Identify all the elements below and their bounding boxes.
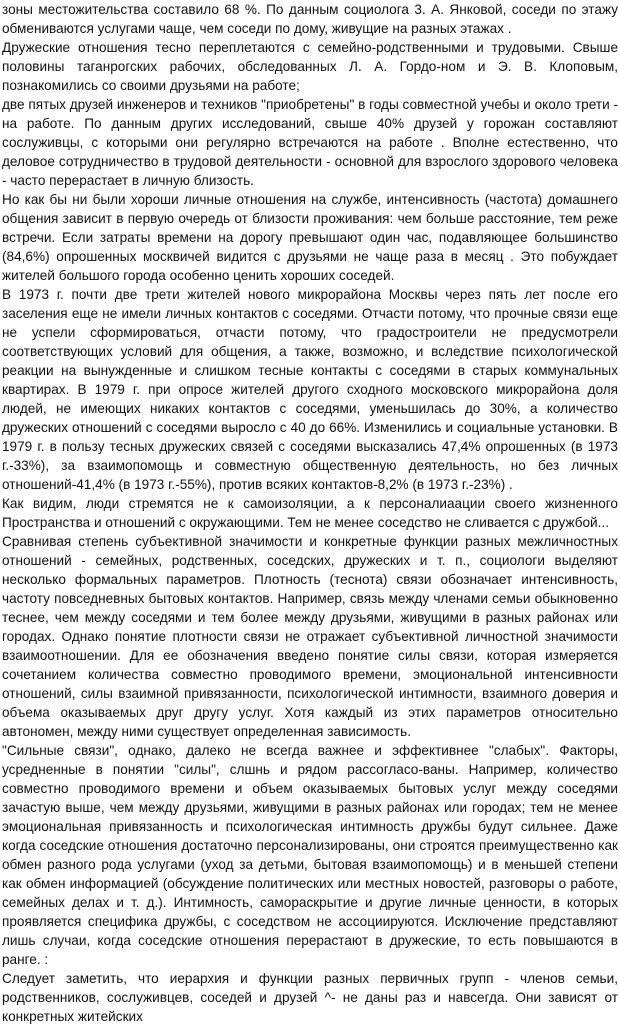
paragraph-3: две пятых друзей инженеров и техников "приобретены" в годы совместной учебы и около трети - на работе. По данным других исследований, свыше 40% друзей у горожан составляют сослуживцы, с которыми они регулярно встречаются на работе . Вполне естественно, что деловое сотрудничество в трудовой деятельности - основной для взрослого здорового человека - часто перерастает в личную близость.	[2, 97, 618, 188]
paragraph-2: Дружеские отношения тесно переплетаются с семейно-родственными и трудовыми. Свыше половины таганрогских рабочих, обследованных Л. А. Гордо-ном и Э. В. Клоповым, познакомились со своими друзьями на работе;	[2, 40, 618, 93]
paragraph-1: зоны местожительства составило 68 %. По данным социолога 3. А. Янковой, соседи по этажу обмениваются услугами чаще, чем соседи по дому, живущие на разных этажах .	[2, 2, 618, 36]
paragraph-6: Как видим, люди стремятся не к самоизоляции, а к персоналиаации своего жизненного Пространства и отношений с окружающими. Тем не менее соседство не сливается с дружбой...	[2, 496, 618, 530]
paragraph-4: Но как бы ни были хороши личные отношения на службе, интенсивность (частота) домашнего общения зависит в первую очередь от близости проживания: чем больше расстояние, тем реже встречи. Если затраты времени на дорогу превышают один час, подавляющее большинство (84,6%) опрошенных москвичей видится с друзьями не чаще раза в месяц . Это побуждает жителей большого города особенно ценить хороших соседей.	[2, 192, 618, 283]
paragraph-7: Сравнивая степень субъективной значимости и конкретные функции разных межличностных отношений - семейных, родственных, соседских, дружеских и т. п., социологи выделяют несколько формальных параметров. Плотность (теснота) связи обозначает интенсивность, частоту повседневных бытовых контактов. Например, связь между членами семьи обыкновенно теснее, чем между соседями и тем более между друзьями, живущими в разных районах или городах. Однако понятие плотности связи не отражает субъективной личностной значимости взаимоотношении. Для ее обозначения введено понятие силы связи, которая измеряется сочетанием количества совместно проводимого времени, эмоциональной интенсивности отношений, силы взаимной привязанности, психологической интимности, взаимного доверия и объема оказываемых друг другу услуг. Хотя каждый из этих параметров относительно автономен, между ними существует определенная зависимость.	[2, 534, 618, 739]
paragraph-5: В 1973 г. почти две трети жителей нового микрорайона Москвы через пять лет после его заселения еще не имели личных контактов с соседями. Отчасти потому, что прочные связи еще не успели сформироваться, отчасти потому, что градостроители не предусмотрели соответствующих условий для общения, а также, возможно, и вследствие психологической реакции на вынужденные и слишком тесные контакты с соседями в старых коммунальных квартирах. В 1979 г. при опросе жителей другого сходного московского микрорайона доля людей, не имеющих никаких контактов с соседями, уменьшилась до 30%, а количество дружеских отношений с соседями выросло с 40 до 66%. Изменились и социальные установки. В 1979 г. в пользу тесных дружеских связей с соседями высказались 47,4% опрошенных (в 1973 г.-33%), за взаимопомощь и совместную общественную деятельность, но без личных отношений-41,4% (в 1973 г.-55%), против всяких контактов-8,2% (в 1973 г.-23%) .	[2, 287, 618, 492]
document-page	[2, 0, 618, 1024]
paragraph-9: Следует заметить, что иерархия и функции разных первичных групп - членов семьи, родственников, сослуживцев, соседей и друзей ^- не даны раз и навсегда. Они зависят от конкретных житейских	[2, 971, 618, 1024]
paragraph-8: "Сильные связи", однако, далеко не всегда важнее и эффективнее "слабых". Факторы, усредненные в понятии "силы", слшнь и рядом рассогласо-ваны. Например, количество совместно проводимого времени и объем оказываемых бытовых услуг между соседями зачастую выше, чем между друзьями, живущими в разных районах или городах; тем не менее эмоциональная привязанность и психологическая интимность дружбы будут сильнее. Даже когда соседские отношения достаточно персонализированы, они строятся преимущественно как обмен разного рода услугами (уход за детьми, бытовая взаимопомощь) и в меньшей степени как обмен информацией (обсуждение политических или местных новостей, разговоры о работе, семейных делах и т. д.). Интимность, самораскрытие и другие личные ценности, в которых проявляется специфика дружбы, с соседством не ассоциируются. Исключение представляют лишь случаи, когда соседские отношения перерастают в дружеские, то есть повышаются в ранге. :	[2, 743, 618, 967]
